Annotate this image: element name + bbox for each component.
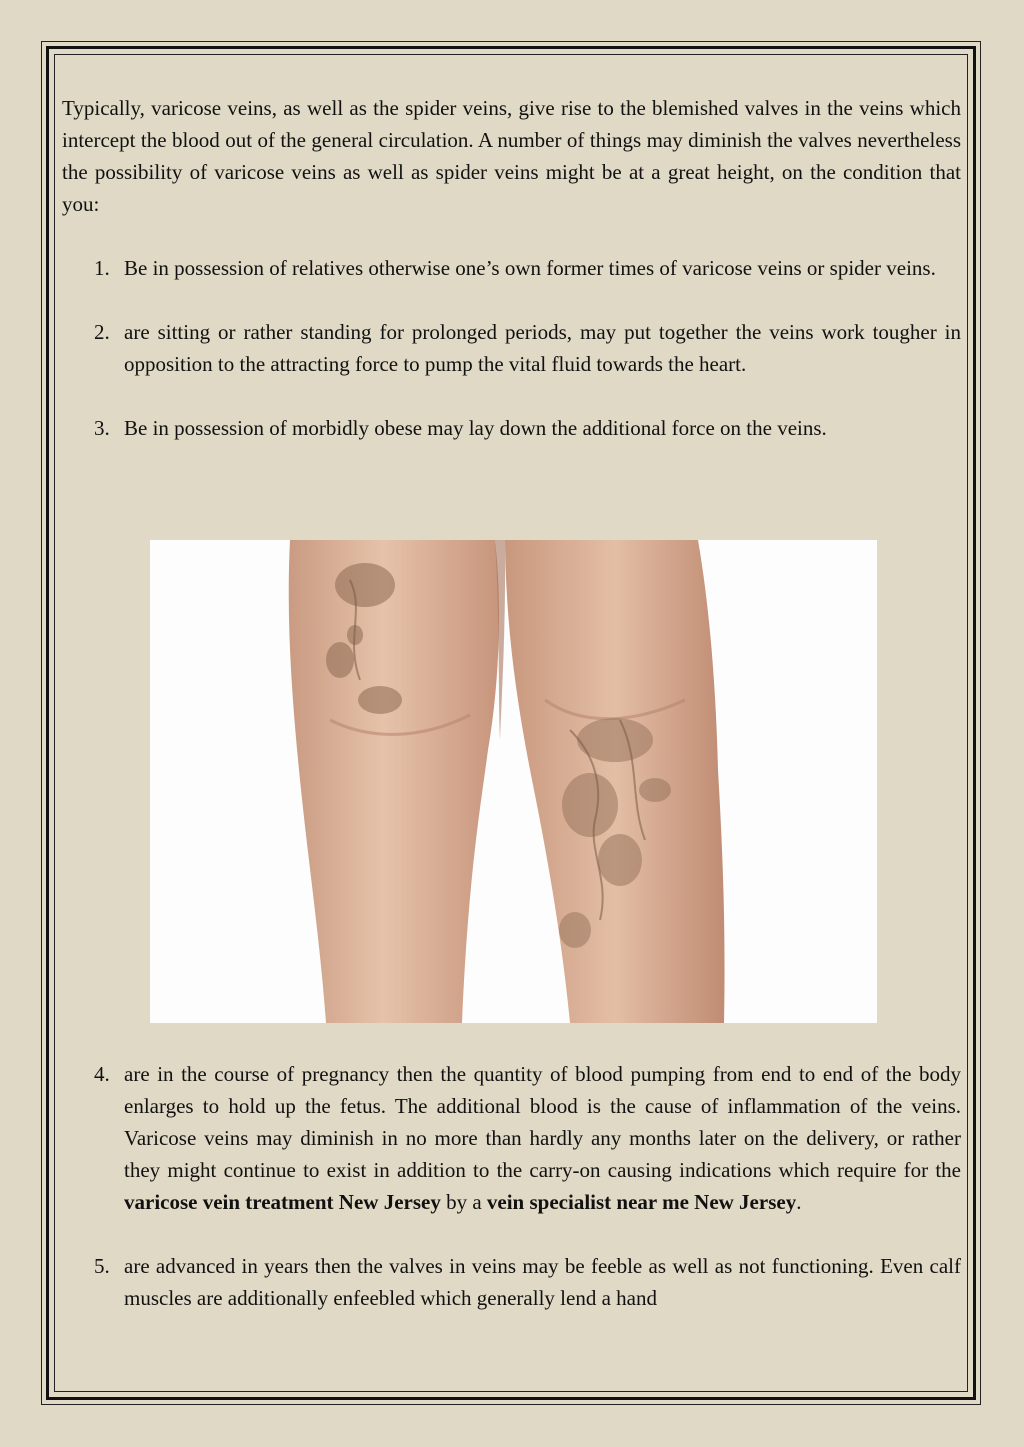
treatment-keyword: varicose vein treatment New Jersey	[124, 1190, 441, 1214]
list-item-text-part: are in the course of pregnancy then the quantity of blood pumping from end to end of the body enlarges to hold up the fetus. The additional blood is the cause of inflammation of the veins. Varicose veins may diminish in no more than hardly any months later on the delivery, or rather they might continue to exist in addition to the carry-on causing indications which require for the	[124, 1062, 961, 1182]
list-item-text-part: .	[796, 1190, 802, 1214]
list-item	[62, 252, 961, 284]
list-item-text: Be in possession of morbidly obese may lay down the additional force on the veins.	[124, 416, 827, 440]
list-item-text: are sitting or rather standing for prolonged periods, may put together the veins work tougher in opposition to the attracting force to pump the vital fluid towards the heart.	[124, 320, 961, 376]
list-item-number: 2.	[94, 320, 110, 344]
list-item	[62, 1250, 961, 1314]
risk-factor-list-continued	[62, 1058, 961, 1314]
list-item-number: 4.	[94, 1062, 110, 1086]
list-item	[62, 412, 961, 444]
risk-factor-list	[62, 252, 961, 444]
document-body-continued	[62, 1058, 961, 1314]
list-item-text: Be in possession of relatives otherwise one’s own former times of varicose veins or spider veins.	[124, 256, 936, 280]
list-item-text-part: by a	[440, 1190, 487, 1214]
legs-illustration	[150, 540, 877, 1023]
list-item	[62, 316, 961, 380]
list-item-text: are advanced in years then the valves in veins may be feeble as well as not functioning. Even calf muscles are additionally enfeebled which generally lend a hand	[124, 1254, 961, 1310]
list-item	[62, 1058, 961, 1218]
list-item-number: 1.	[94, 256, 110, 280]
specialist-keyword: vein specialist near me New Jersey	[486, 1190, 797, 1214]
list-item-text	[124, 1062, 961, 1214]
legs-varicose-veins-photo	[150, 540, 877, 1023]
document-body	[62, 92, 961, 444]
list-item-number: 5.	[94, 1254, 110, 1278]
intro-paragraph: Typically, varicose veins, as well as the spider veins, give rise to the blemished valves in the veins which intercept the blood out of the general circulation. A number of things may diminish the valves nevertheless the possibility of varicose veins as well as spider veins might be at a great height, on the condition that you:	[62, 96, 961, 216]
list-item-number: 3.	[94, 416, 110, 440]
